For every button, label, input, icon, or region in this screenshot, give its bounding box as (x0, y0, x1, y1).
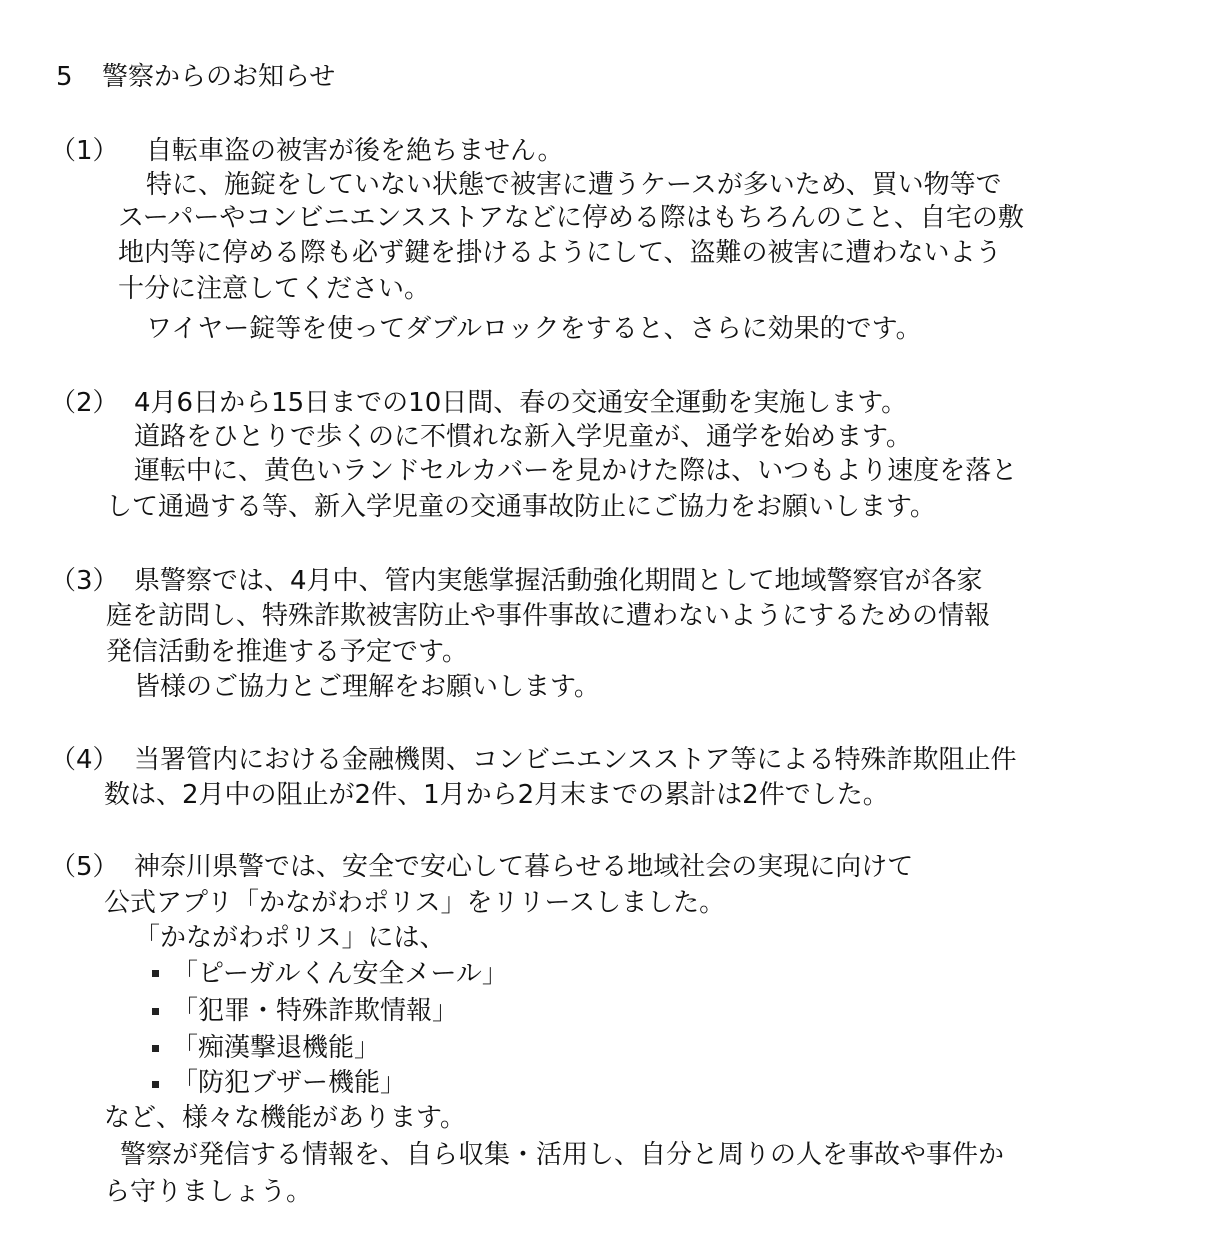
item-label: （5） (50, 852, 119, 882)
item-line: 県警察では、4月中、管内実態掌握活動強化期間として地域警察官が各家 (134, 566, 983, 596)
item-line: 運転中に、黄色いランドセルカバーを見かけた際は、いつもより速度を落と (134, 456, 1018, 486)
item-line: 神奈川県警では、安全で安心して暮らせる地域社会の実現に向けて (134, 852, 914, 882)
item-line: 発信活動を推進する予定です。 (106, 637, 468, 667)
item-line: ら守りましょう。 (104, 1177, 313, 1207)
item-line: 皆様のご協力とご理解をお願いします。 (134, 672, 600, 702)
bullet-icon (152, 1008, 159, 1015)
item-line: ワイヤー錠等を使ってダブルロックをすると、さらに効果的です。 (146, 314, 922, 344)
feature-label: 「痴漢撃退機能」 (172, 1033, 381, 1063)
item-line: 警察が発信する情報を、自ら収集・活用し、自分と周りの人を事故や事件か (120, 1140, 1005, 1170)
item-label: （4） (50, 745, 119, 775)
item-line: 道路をひとりで歩くのに不慣れな新入学児童が、通学を始めます。 (134, 422, 912, 452)
section-title: 警察からのお知らせ (102, 62, 336, 92)
section-number: 5 (56, 62, 73, 92)
item-line: 4月6日から15日までの10日間、春の交通安全運動を実施します。 (134, 388, 908, 418)
item-line: 地内等に停める際も必ず鍵を掛けるようにして、盗難の被害に遭わないよう (118, 238, 1002, 268)
item-line: 数は、2月中の阻止が2件、1月から2月末までの累計は2件でした。 (104, 780, 889, 810)
item-line: 特に、施錠をしていない状態で被害に遭うケースが多いため、買い物等で (146, 170, 1002, 200)
item-line: 当署管内における金融機関、コンビニエンスストア等による特殊詐欺阻止件 (134, 745, 1017, 775)
item-line: 「かながわポリス」には、 (134, 923, 446, 953)
bullet-icon (152, 1081, 159, 1088)
item-label: （1） (50, 136, 119, 166)
feature-label: 「防犯ブザー機能」 (172, 1068, 407, 1098)
item-label: （2） (50, 388, 119, 418)
bullet-icon (152, 1045, 159, 1052)
item-line: 自転車盗の被害が後を絶ちません。 (146, 136, 564, 166)
item-line: 十分に注意してください。 (118, 274, 431, 304)
item-line: スーパーやコンビニエンスストアなどに停める際はもちろんのこと、自宅の敷 (118, 203, 1024, 233)
item-line: など、様々な機能があります。 (104, 1103, 466, 1133)
feature-label: 「犯罪・特殊詐欺情報」 (172, 996, 459, 1026)
feature-label: 「ピーガルくん安全メール」 (172, 959, 508, 989)
item-label: （3） (50, 566, 119, 596)
item-line: 公式アプリ「かながわポリス」をリリースしました。 (104, 888, 726, 918)
item-line: して通過する等、新入学児童の交通事故防止にご協力をお願いします。 (106, 492, 936, 522)
bullet-icon (152, 970, 159, 977)
item-line: 庭を訪問し、特殊詐欺被害防止や事件事故に遭わないようにするための情報 (106, 601, 991, 631)
